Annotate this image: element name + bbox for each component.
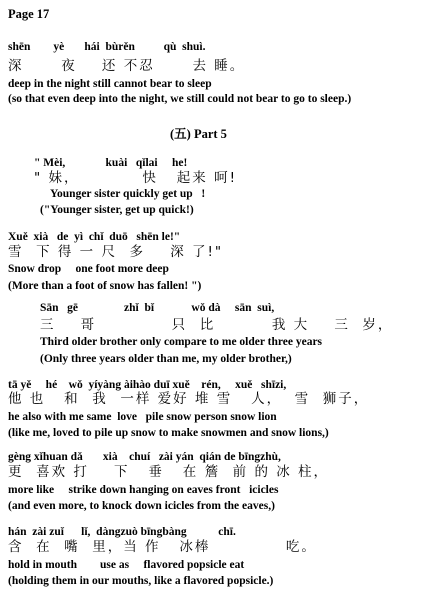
pinyin-line: hán zài zuǐ lǐ, dàngzuò bīngbàng chī. [8,526,236,538]
hanzi-line: " 妹， 快 起来 呵! [34,170,237,186]
translation-line: (holding them in our mouths, like a flavored popsicle.) [8,575,274,587]
literal-line: Third older brother only compare to me older three years [40,336,323,348]
translation-line: (like me, loved to pile up snow to make snowmen and snow lions,) [8,427,329,439]
hanzi-line: 三 哥 只 比 我 大 三 岁， [40,317,394,333]
literal-line: Younger sister quickly get up ! [50,188,206,200]
literal-line: more like strike down hanging on eaves front icicles [8,484,279,496]
hanzi-line: 深 夜 还 不忍 去 睡。 [8,58,246,74]
literal-line: deep in the night still cannot bear to sleep [8,78,212,90]
translation-line: ("Younger sister, get up quick!) [40,204,194,216]
hanzi-line: 更 喜欢 打 下 垂 在 簷 前 的 冰 柱， [8,464,330,480]
hanzi-line: 他 也 和 我 一样 爱好 堆 雪 人， 雪 狮子， [8,391,370,407]
translation-line: (Only three years older than me, my older brother,) [40,353,292,365]
literal-line: Snow drop one foot more deep [8,263,169,275]
pinyin-line: " Mèi, kuài qǐlai he! [34,157,188,169]
translation-line: (and even more, to knock down icicles from the eaves,) [8,500,275,512]
hanzi-line: 含 在 嘴 里，当 作 冰棒 吃。 [8,539,317,555]
hanzi-line: 雪 下 得 一 尺 多 深 了!" [8,244,224,260]
literal-line: hold in mouth use as flavored popsicle eat [8,559,245,571]
pinyin-line: shēn yè hái bùrěn qù shuì. [8,41,206,53]
page-number: Page 17 [8,7,50,21]
translation-line: (so that even deep into the night, we still could not bear to go to sleep.) [8,93,352,105]
pinyin-line: tā yě hé wǒ yíyàng àihào duī xuě rén, xuě shīzi, [8,379,287,391]
translation-line: (More than a foot of snow has fallen! ") [8,280,202,292]
pinyin-line: gèng xǐhuan dǎ xià chuí zài yán qián de bīngzhù, [8,451,281,463]
section-title: (五) Part 5 [170,127,227,141]
literal-line: he also with me same love pile snow person snow lion [8,411,277,423]
pinyin-line: Xuě xià de yì chǐ duō shēn le!" [8,231,181,243]
pinyin-line: Sān gē zhǐ bǐ wǒ dà sān suì, [40,302,275,314]
